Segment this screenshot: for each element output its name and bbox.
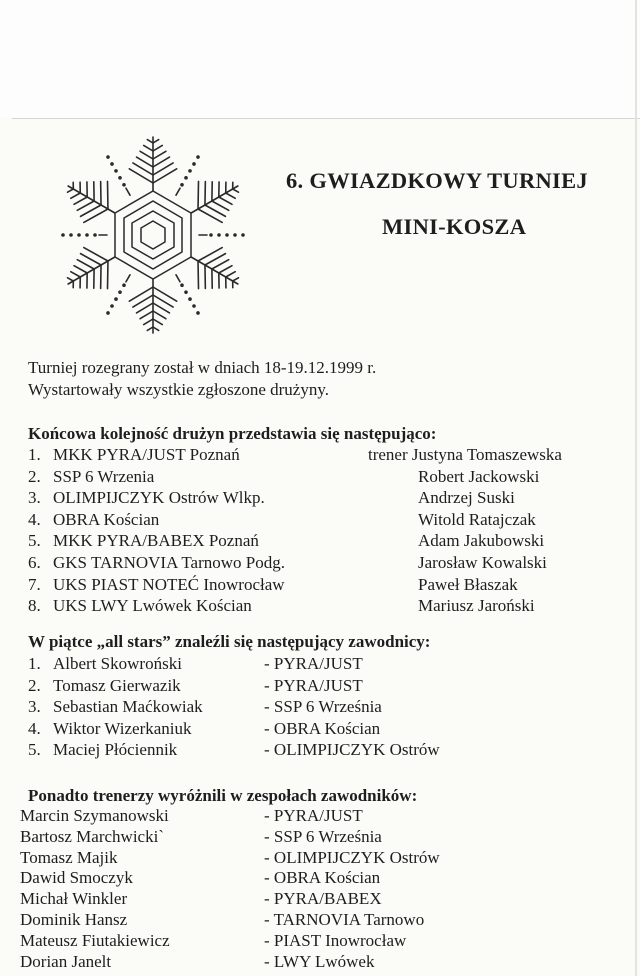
- place-number: 3.: [28, 488, 41, 508]
- player-name: Tomasz Gierwazik: [53, 675, 181, 695]
- player-number: 3.: [28, 697, 41, 717]
- player-name: Tomasz Majik: [20, 847, 118, 867]
- coach-name: Witold Ratajczak: [418, 509, 536, 529]
- place-number: 4.: [28, 509, 41, 529]
- team-name: SSP 6 Wrzenia: [53, 466, 155, 486]
- player-club: - LWY Lwówek: [264, 951, 375, 971]
- team-name: MKK PYRA/JUST Poznań: [53, 445, 240, 464]
- player-club: - PIAST Inowrocław: [264, 930, 407, 950]
- player-club: - PYRA/JUST: [264, 806, 363, 825]
- coach-name: Paweł Błaszak: [418, 574, 518, 594]
- team-name: MKK PYRA/BABEX Poznań: [53, 531, 259, 551]
- player-club: - OLIMPIJCZYK Ostrów: [264, 740, 440, 760]
- ranking-heading: Końcowa kolejność drużyn przedstawia się następująco:: [28, 424, 437, 443]
- all-stars-heading: W piątce „all stars” znaleźli się następujący zawodnicy:: [28, 632, 431, 651]
- distinguished-heading: Ponadto trenerzy wyróżnili w zespołach zawodników:: [28, 786, 418, 805]
- place-number: 5.: [28, 531, 41, 551]
- player-club: - SSP 6 Września: [264, 697, 382, 717]
- player-name: Bartosz Marchwicki`: [20, 826, 164, 846]
- tournament-subtitle: MINI-KOSZA: [382, 214, 527, 239]
- player-club: - OBRA Kościan: [264, 868, 381, 888]
- player-club: - PYRA/BABEX: [264, 889, 382, 909]
- player-name: Michał Winkler: [20, 889, 128, 909]
- team-name: OLIMPIJCZYK Ostrów Wlkp.: [53, 488, 265, 508]
- page-top-margin: [0, 0, 640, 118]
- coach-name: Mariusz Jaroński: [418, 596, 535, 616]
- player-name: Marcin Szymanowski: [20, 806, 169, 825]
- place-number: 2.: [28, 466, 41, 486]
- place-number: 6.: [28, 553, 41, 572]
- tournament-title: 6. GWIAZDKOWY TURNIEJ: [286, 168, 588, 193]
- coach-name: Adam Jakubowski: [418, 531, 545, 551]
- player-club: - PYRA/JUST: [264, 654, 363, 673]
- player-club: - SSP 6 Września: [264, 826, 382, 846]
- coach-name: trener Justyna Tomaszewska: [368, 445, 562, 464]
- player-name: Wiktor Wizerkaniuk: [53, 718, 192, 738]
- player-name: Dominik Hansz: [20, 910, 128, 929]
- team-name: UKS LWY Lwówek Kościan: [53, 596, 252, 616]
- player-number: 5.: [28, 740, 41, 760]
- intro-line: Wystartowały wszystkie zgłoszone drużyny.: [28, 380, 329, 399]
- player-name: Maciej Płóciennik: [53, 740, 178, 760]
- player-club: - OLIMPIJCZYK Ostrów: [264, 847, 440, 867]
- place-number: 1.: [28, 445, 41, 464]
- team-name: UKS PIAST NOTEĆ Inowrocław: [53, 574, 285, 594]
- page-top-edge: [12, 118, 640, 119]
- coach-name: Andrzej Suski: [418, 488, 515, 508]
- team-name: OBRA Kościan: [53, 509, 160, 529]
- player-club: - OBRA Kościan: [264, 718, 381, 738]
- page-right-edge: [635, 0, 637, 976]
- player-name: Albert Skowroński: [53, 654, 182, 673]
- player-name: Sebastian Maćkowiak: [53, 697, 203, 717]
- player-name: Dawid Smoczyk: [20, 868, 133, 888]
- coach-name: Robert Jackowski: [418, 466, 540, 486]
- snowflake-icon: [48, 130, 258, 340]
- player-number: 4.: [28, 718, 41, 738]
- place-number: 8.: [28, 596, 41, 616]
- player-name: Dorian Janelt: [20, 951, 112, 971]
- coach-name: Jarosław Kowalski: [418, 553, 547, 572]
- intro-line: Turniej rozegrany został w dniach 18-19.12.1999 r.: [28, 358, 377, 377]
- team-name: GKS TARNOVIA Tarnowo Podg.: [53, 553, 285, 572]
- player-club: - TARNOVIA Tarnowo: [264, 910, 425, 929]
- place-number: 7.: [28, 574, 41, 594]
- player-number: 1.: [28, 654, 41, 673]
- player-club: - PYRA/JUST: [264, 675, 363, 695]
- player-name: Mateusz Fiutakiewicz: [20, 930, 170, 950]
- player-number: 2.: [28, 675, 41, 695]
